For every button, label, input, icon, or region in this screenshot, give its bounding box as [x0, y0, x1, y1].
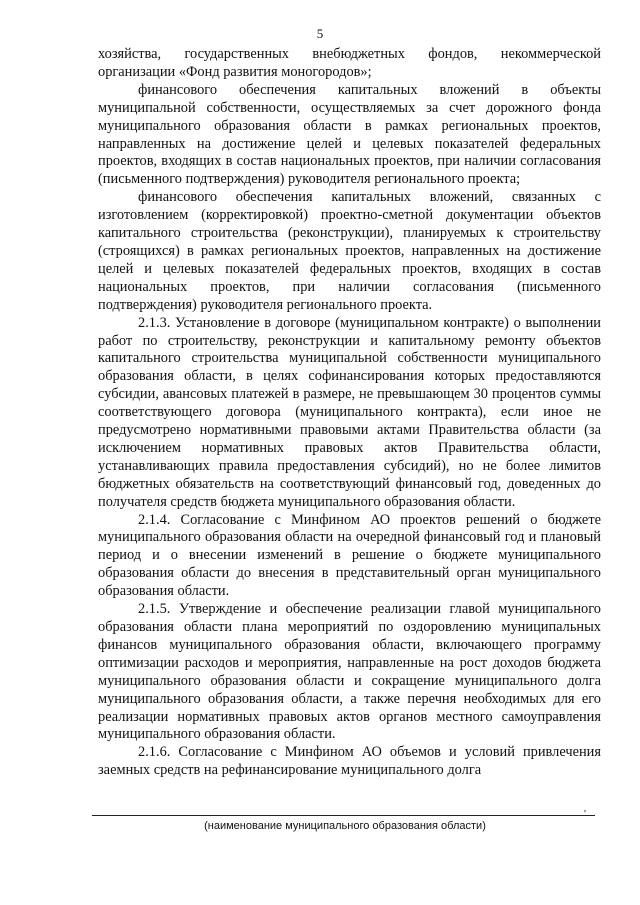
footer-divider	[92, 815, 595, 816]
footer-tick: '	[584, 808, 586, 820]
paragraph-2-1-3: 2.1.3. Установление в договоре (муниципальном контракте) о выполнении работ по строительству, реконструкции и капитальному ремонту объектов капитального строительства муниципальной собственности муниципального образования области, в целях софинансирования которых предоставляются субсидии, авансовых платежей в размере, не превышающем 30 процентов суммы соответствующего договора (муниципального контракта), если иное не предусмотрено нормативными правовыми актами Правительства области (за исключением нормативных правовых актов Правительства области, устанавливающих правила предоставления субсидий), но не более лимитов бюджетных обязательств на соответствующий финансовый год, доведенных до получателя средств бюджета муниципального образования области.	[98, 314, 601, 510]
paragraph-2-1-4: 2.1.4. Согласование с Минфином АО проектов решений о бюджете муниципального образования области на очередной финансовый год и плановый период и о внесении изменений в решение о бюджете муниципального образования области до внесения в представительный орган муниципального образования области.	[98, 511, 601, 600]
paragraph-2-1-5: 2.1.5. Утверждение и обеспечение реализации главой муниципального образования области плана мероприятий по оздоровлению муниципальных финансов муниципального образования области, включающего программу оптимизации расходов и мероприятия, направленные на рост доходов бюджета муниципального образования области и сокращение муниципального долга муниципального образования области, а также перечня необходимых для его реализации нормативных правовых актов органов местного самоуправления муниципального образования области.	[98, 601, 601, 743]
footer-caption: (наименование муниципального образования области)	[204, 820, 486, 832]
paragraph-2-1-6: 2.1.6. Согласование с Минфином АО объемов и условий привлечения заемных средств на рефинансирование муниципального долга	[98, 744, 601, 779]
page-number: 5	[316, 26, 324, 41]
paragraph-3: финансового обеспечения капитальных вложений, связанных с изготовлением (корректировкой) проектно-сметной документации объектов капитального строительства (реконструкции), планируемых к строительству (строящихся) в рамках региональных проектов, направленных на достижение целей и целевых показателей федеральных проектов, входящих в состав национальных проектов, при наличии согласования (письменного подтверждения) руководителя регионального проекта.	[98, 189, 601, 313]
paragraph-2: финансового обеспечения капитальных вложений в объекты муниципальной собственности, осуществляемых за счет дорожного фонда муниципального образования области в рамках региональных проектов, направленных на достижение целей и целевых показателей федеральных проектов, входящих в состав национальных проектов, при наличии согласования (письменного подтверждения) руководителя регионального проекта;	[98, 81, 601, 188]
paragraph-1: хозяйства, государственных внебюджетных фондов, некоммерческой организации «Фонд развития моногородов»;	[98, 46, 601, 80]
document-body	[98, 46, 601, 780]
